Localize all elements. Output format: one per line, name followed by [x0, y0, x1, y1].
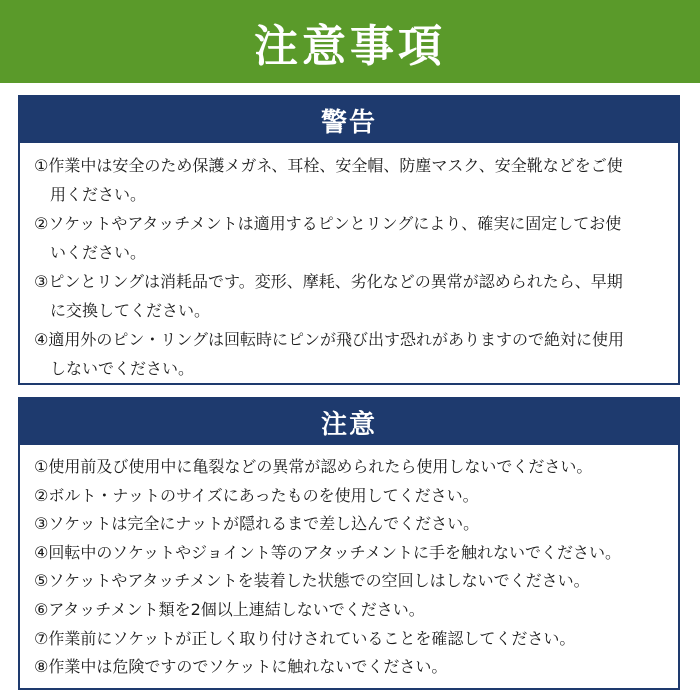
caution-panel: [18, 397, 680, 690]
warning-item-3: [34, 267, 666, 325]
warning-list: [20, 143, 678, 383]
warning-item-2-line2: いください。: [50, 243, 147, 262]
warning-item-3-line1: ③ピンとリングは消耗品です。変形、摩耗、劣化などの異常が認められたら、早期: [34, 272, 623, 291]
warning-item-1-line1: ①作業中は安全のため保護メガネ、耳栓、安全帽、防塵マスク、安全靴などをご使: [34, 156, 623, 175]
warning-item-2: [34, 209, 666, 267]
caution-item-8: ⑧作業中は危険ですのでソケットに触れないでください。: [34, 657, 448, 677]
warning-item-4: [34, 325, 666, 383]
caution-item-4: ④回転中のソケットやジョイント等のアタッチメントに手を触れないでください。: [34, 542, 621, 562]
caution-item-2: ②ボルト・ナットのサイズにあったものを使用してください。: [34, 485, 479, 505]
caution-item-3: ③ソケットは完全にナットが隠れるまで差し込んでください。: [34, 514, 480, 534]
caution-list: [20, 445, 678, 682]
warning-panel: [18, 95, 680, 385]
warning-title: 警告: [320, 107, 377, 138]
caution-item-1: ①使用前及び使用中に亀裂などの異常が認められたら使用しないでください。: [34, 457, 593, 476]
warning-item-1-line2: 用ください。: [50, 185, 147, 204]
caution-item-5: ⑤ソケットやアタッチメントを装着した状態での空回しはしないでください。: [34, 571, 590, 591]
warning-item-2-line1: ②ソケットやアタッチメントは適用するピンとリングにより、確実に固定してお使: [34, 214, 622, 233]
page-title: 注意事項: [254, 20, 446, 72]
caution-item-6: ⑥アタッチメント類を2個以上連結しないでください。: [34, 599, 425, 619]
caution-header: [20, 399, 678, 445]
caution-item-7: ⑦作業前にソケットが正しく取り付けされていることを確認してください。: [34, 628, 576, 648]
caution-title: 注意: [320, 409, 377, 440]
header-band: [0, 0, 700, 83]
warning-header: [20, 97, 678, 143]
warning-item-3-line2: に交換してください。: [50, 301, 211, 320]
warning-item-4-line2: しないでください。: [50, 359, 195, 378]
warning-item-1: [34, 151, 666, 209]
warning-item-4-line1: ④適用外のピン・リングは回転時にピンが飛び出す恐れがありますので絶対に使用: [34, 330, 625, 349]
